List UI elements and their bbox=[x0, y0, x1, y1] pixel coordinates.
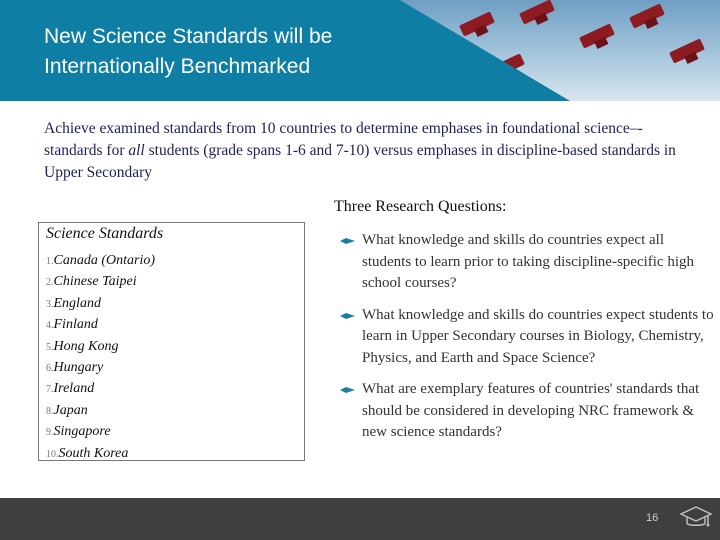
list-item bbox=[46, 358, 155, 379]
slide-footer bbox=[0, 498, 720, 540]
list-number: 10. bbox=[46, 448, 59, 460]
research-questions-list bbox=[340, 230, 715, 454]
question-item bbox=[340, 230, 715, 295]
research-questions-heading: Three Research Questions: bbox=[334, 198, 507, 215]
intro-text-1: Achieve examined standards from 10 countries to determine emphases in foundational science–-standards for bbox=[44, 120, 643, 159]
list-number: 4. bbox=[46, 320, 54, 332]
list-item bbox=[46, 272, 155, 293]
list-item bbox=[46, 379, 155, 400]
country-label: Hong Kong bbox=[53, 338, 119, 354]
page-number: 16 bbox=[646, 512, 659, 524]
list-number: 3. bbox=[46, 298, 54, 310]
list-item bbox=[46, 337, 155, 358]
title-line-1: New Science Standards will be bbox=[44, 25, 333, 48]
arrow-bullet-icon bbox=[340, 387, 355, 393]
countries-list bbox=[46, 251, 155, 465]
country-label: Hungary bbox=[53, 360, 104, 376]
question-item bbox=[340, 305, 715, 370]
slide-title bbox=[44, 22, 332, 82]
list-item bbox=[46, 401, 155, 422]
list-item bbox=[46, 422, 155, 443]
slide-header bbox=[0, 0, 720, 101]
arrow-bullet-icon bbox=[340, 313, 355, 319]
graduation-cap-icon bbox=[519, 0, 555, 25]
graduation-cap-icon bbox=[459, 11, 495, 36]
title-line-2: Internationally Benchmarked bbox=[44, 55, 311, 78]
standards-heading: Science Standards bbox=[46, 225, 164, 242]
intro-text-2: students (grade spans 1-6 and 7-10) versus emphases in discipline-based standards in Upper Secondary bbox=[44, 142, 676, 181]
list-number: 7. bbox=[46, 384, 54, 396]
list-number: 1. bbox=[46, 256, 54, 267]
science-standards-box bbox=[38, 222, 305, 461]
intro-paragraph bbox=[44, 118, 684, 184]
graduation-cap-icon bbox=[579, 23, 615, 48]
question-item bbox=[340, 379, 715, 444]
list-item bbox=[46, 251, 155, 272]
intro-emphasis: all bbox=[128, 142, 145, 159]
list-item bbox=[46, 294, 155, 315]
country-label: England bbox=[53, 295, 101, 311]
list-number: 8. bbox=[46, 405, 54, 417]
question-text: What are exemplary features of countries' standards that should be considered in developing NRC framework & new science standards? bbox=[362, 381, 700, 440]
list-number: 9. bbox=[46, 427, 54, 439]
graduation-cap-icon bbox=[629, 3, 665, 28]
country-label: Finland bbox=[53, 317, 98, 333]
arrow-bullet-icon bbox=[340, 238, 355, 244]
country-label: Ireland bbox=[53, 381, 95, 397]
list-number: 2. bbox=[46, 277, 54, 289]
graduation-cap-icon bbox=[669, 38, 705, 63]
graduation-cap-logo-icon bbox=[680, 504, 712, 532]
country-label: Japan bbox=[53, 402, 88, 418]
list-number: 5. bbox=[46, 341, 54, 353]
country-label: Canada (Ontario) bbox=[53, 253, 155, 268]
question-text: What knowledge and skills do countries expect students to learn in Upper Secondary courses in Biology, Chemistry, Physics, and Earth and Space Science? bbox=[362, 306, 714, 366]
list-number: 6. bbox=[46, 363, 54, 375]
country-label: South Korea bbox=[58, 445, 129, 461]
country-label: Singapore bbox=[53, 424, 111, 440]
list-item bbox=[46, 444, 155, 465]
list-item bbox=[46, 315, 155, 336]
question-text: What knowledge and skills do countries expect all students to learn prior to taking discipline-specific high school courses? bbox=[362, 232, 695, 291]
country-label: Chinese Taipei bbox=[53, 274, 137, 290]
